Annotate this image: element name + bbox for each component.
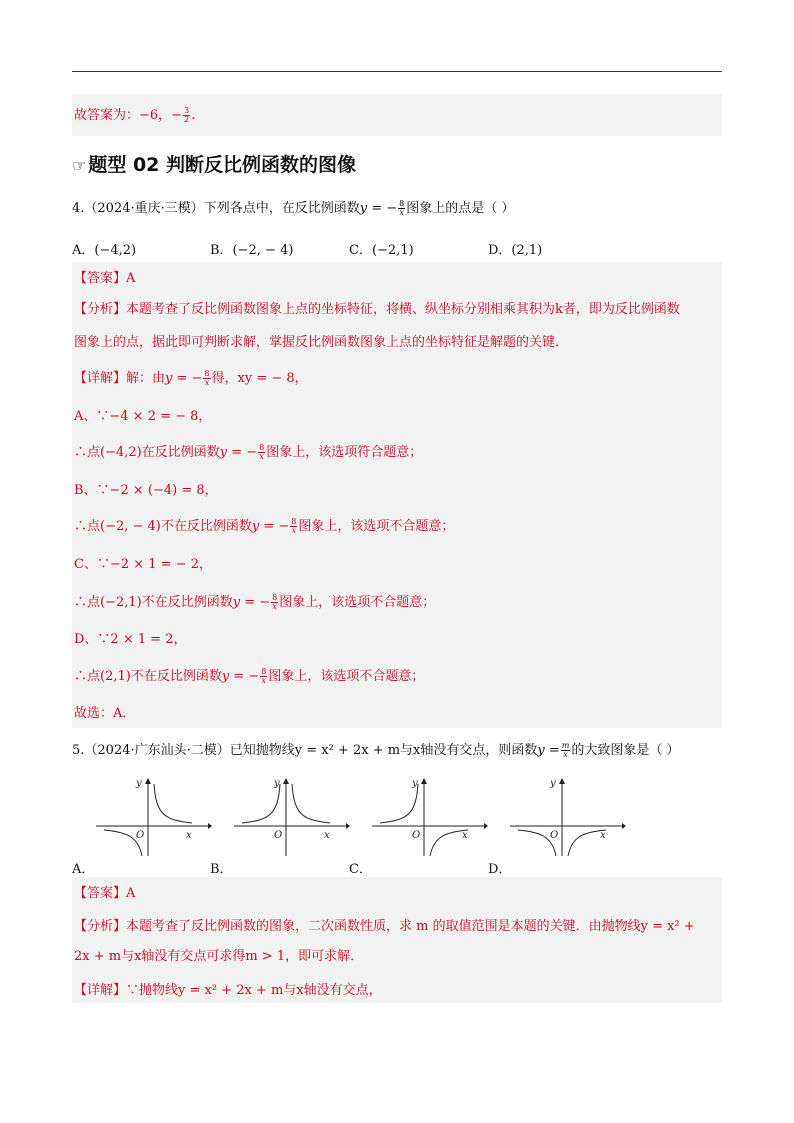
svg-text:y: y — [136, 778, 142, 789]
q5-analysis-1: 【分析】本题考查了反比例函数的图象，二次函数性质，求 m 的取值范围是本题的关键．由抛物线y = x² + — [74, 919, 695, 934]
svg-text:x: x — [186, 830, 192, 841]
svg-text:x: x — [324, 830, 330, 841]
section-heading: ☞ 题型 02 判断反比例函数的图像 — [72, 154, 357, 176]
q5-graph-c[interactable] — [372, 776, 488, 856]
q4-choice: 故选：A． — [74, 706, 136, 721]
q4-option-c[interactable]: C．(−2,1) — [349, 243, 414, 258]
svg-text:x: x — [600, 830, 606, 841]
pointing-hand-icon: ☞ — [72, 156, 87, 175]
q4-detail: 【详解】解：由y = − $\frac{8}{x}$ 得，xy = − 8， — [74, 369, 308, 387]
svg-text:O: O — [274, 830, 283, 841]
q5-analysis-2: 2x + m与x轴没有交点可求得m > 1，即可求解． — [74, 949, 364, 964]
q5-graph-a[interactable] — [96, 776, 212, 856]
q5-graph-d[interactable] — [510, 776, 626, 856]
svg-text:x: x — [462, 830, 468, 841]
svg-text:O: O — [412, 830, 421, 841]
q4-stem: 4.（2024·重庆·三模）下列各点中，在反比例函数y = − $\frac{8}{x}$ 图象上的点是（ ） — [72, 199, 515, 217]
svg-text:y: y — [412, 778, 418, 789]
q4-analysis-1: 【分析】本题考查了反比例函数图象上点的坐标特征，将横、纵坐标分别相乘其积为k者，即为反比例函数 — [74, 302, 680, 317]
q4-step-c-conclusion: ∴点(−2,1)不在反比例函数y = − $\frac{8}{x}$ 图象上，该选项不合题意； — [74, 593, 436, 611]
q5-option-d[interactable]: D． — [488, 862, 512, 877]
q5-option-b[interactable]: B． — [210, 862, 233, 877]
q4-option-d[interactable]: D．(2,1) — [488, 243, 543, 258]
q4-option-a[interactable]: A．(−4,2) — [72, 243, 137, 258]
q5-detail: 【详解】∵抛物线y = x² + 2x + m与x轴没有交点， — [74, 983, 382, 998]
q5-answer: 【答案】A — [74, 886, 136, 901]
header-rule — [72, 71, 722, 72]
q4-step-d-conclusion: ∴点(2,1)不在反比例函数y = − $\frac{8}{x}$ 图象上，该选项不合题意； — [74, 667, 425, 685]
q4-step-b: B、∵−2 × (−4) = 8， — [74, 483, 218, 498]
q4-step-c: C、∵−2 × 1 = − 2， — [74, 557, 212, 572]
q4-step-a-conclusion: ∴点(−4,2)在反比例函数y = − $\frac{8}{x}$ 图象上，该选项符合题意； — [74, 443, 423, 461]
q5-stem: 5.（2024·广东汕头·二模）已知抛物线y = x² + 2x + m与x轴没有交点，则函数y = $\frac{m}{x}$ 的大致图象是（ ） — [72, 741, 680, 759]
q4-step-b-conclusion: ∴点(−2, − 4)不在反比例函数y = − $\frac{8}{x}$ 图象上，该选项不合题意； — [74, 517, 455, 535]
q4-analysis-2: 图象上的点，据此即可判断求解，掌握反比例函数图象上点的坐标特征是解题的关键． — [74, 335, 569, 350]
q4-option-b[interactable]: B．(−2, − 4) — [210, 243, 294, 258]
fraction: $\frac{3}{2}$ — [184, 106, 190, 124]
q5-graph-b[interactable] — [234, 776, 350, 856]
svg-text:y: y — [550, 778, 556, 789]
svg-text:y: y — [274, 778, 280, 789]
q5-option-c[interactable]: C． — [349, 862, 372, 877]
prev-answer-line: 故答案为：−6，− $\frac{3}{2}$ . — [74, 106, 196, 124]
q4-answer: 【答案】A — [74, 271, 136, 286]
q4-step-a: A、∵−4 × 2 = − 8， — [74, 409, 212, 424]
q5-option-a[interactable]: A． — [72, 862, 95, 877]
svg-text:O: O — [136, 830, 145, 841]
q4-step-d: D、∵2 × 1 = 2， — [74, 632, 187, 647]
svg-text:O: O — [550, 830, 559, 841]
